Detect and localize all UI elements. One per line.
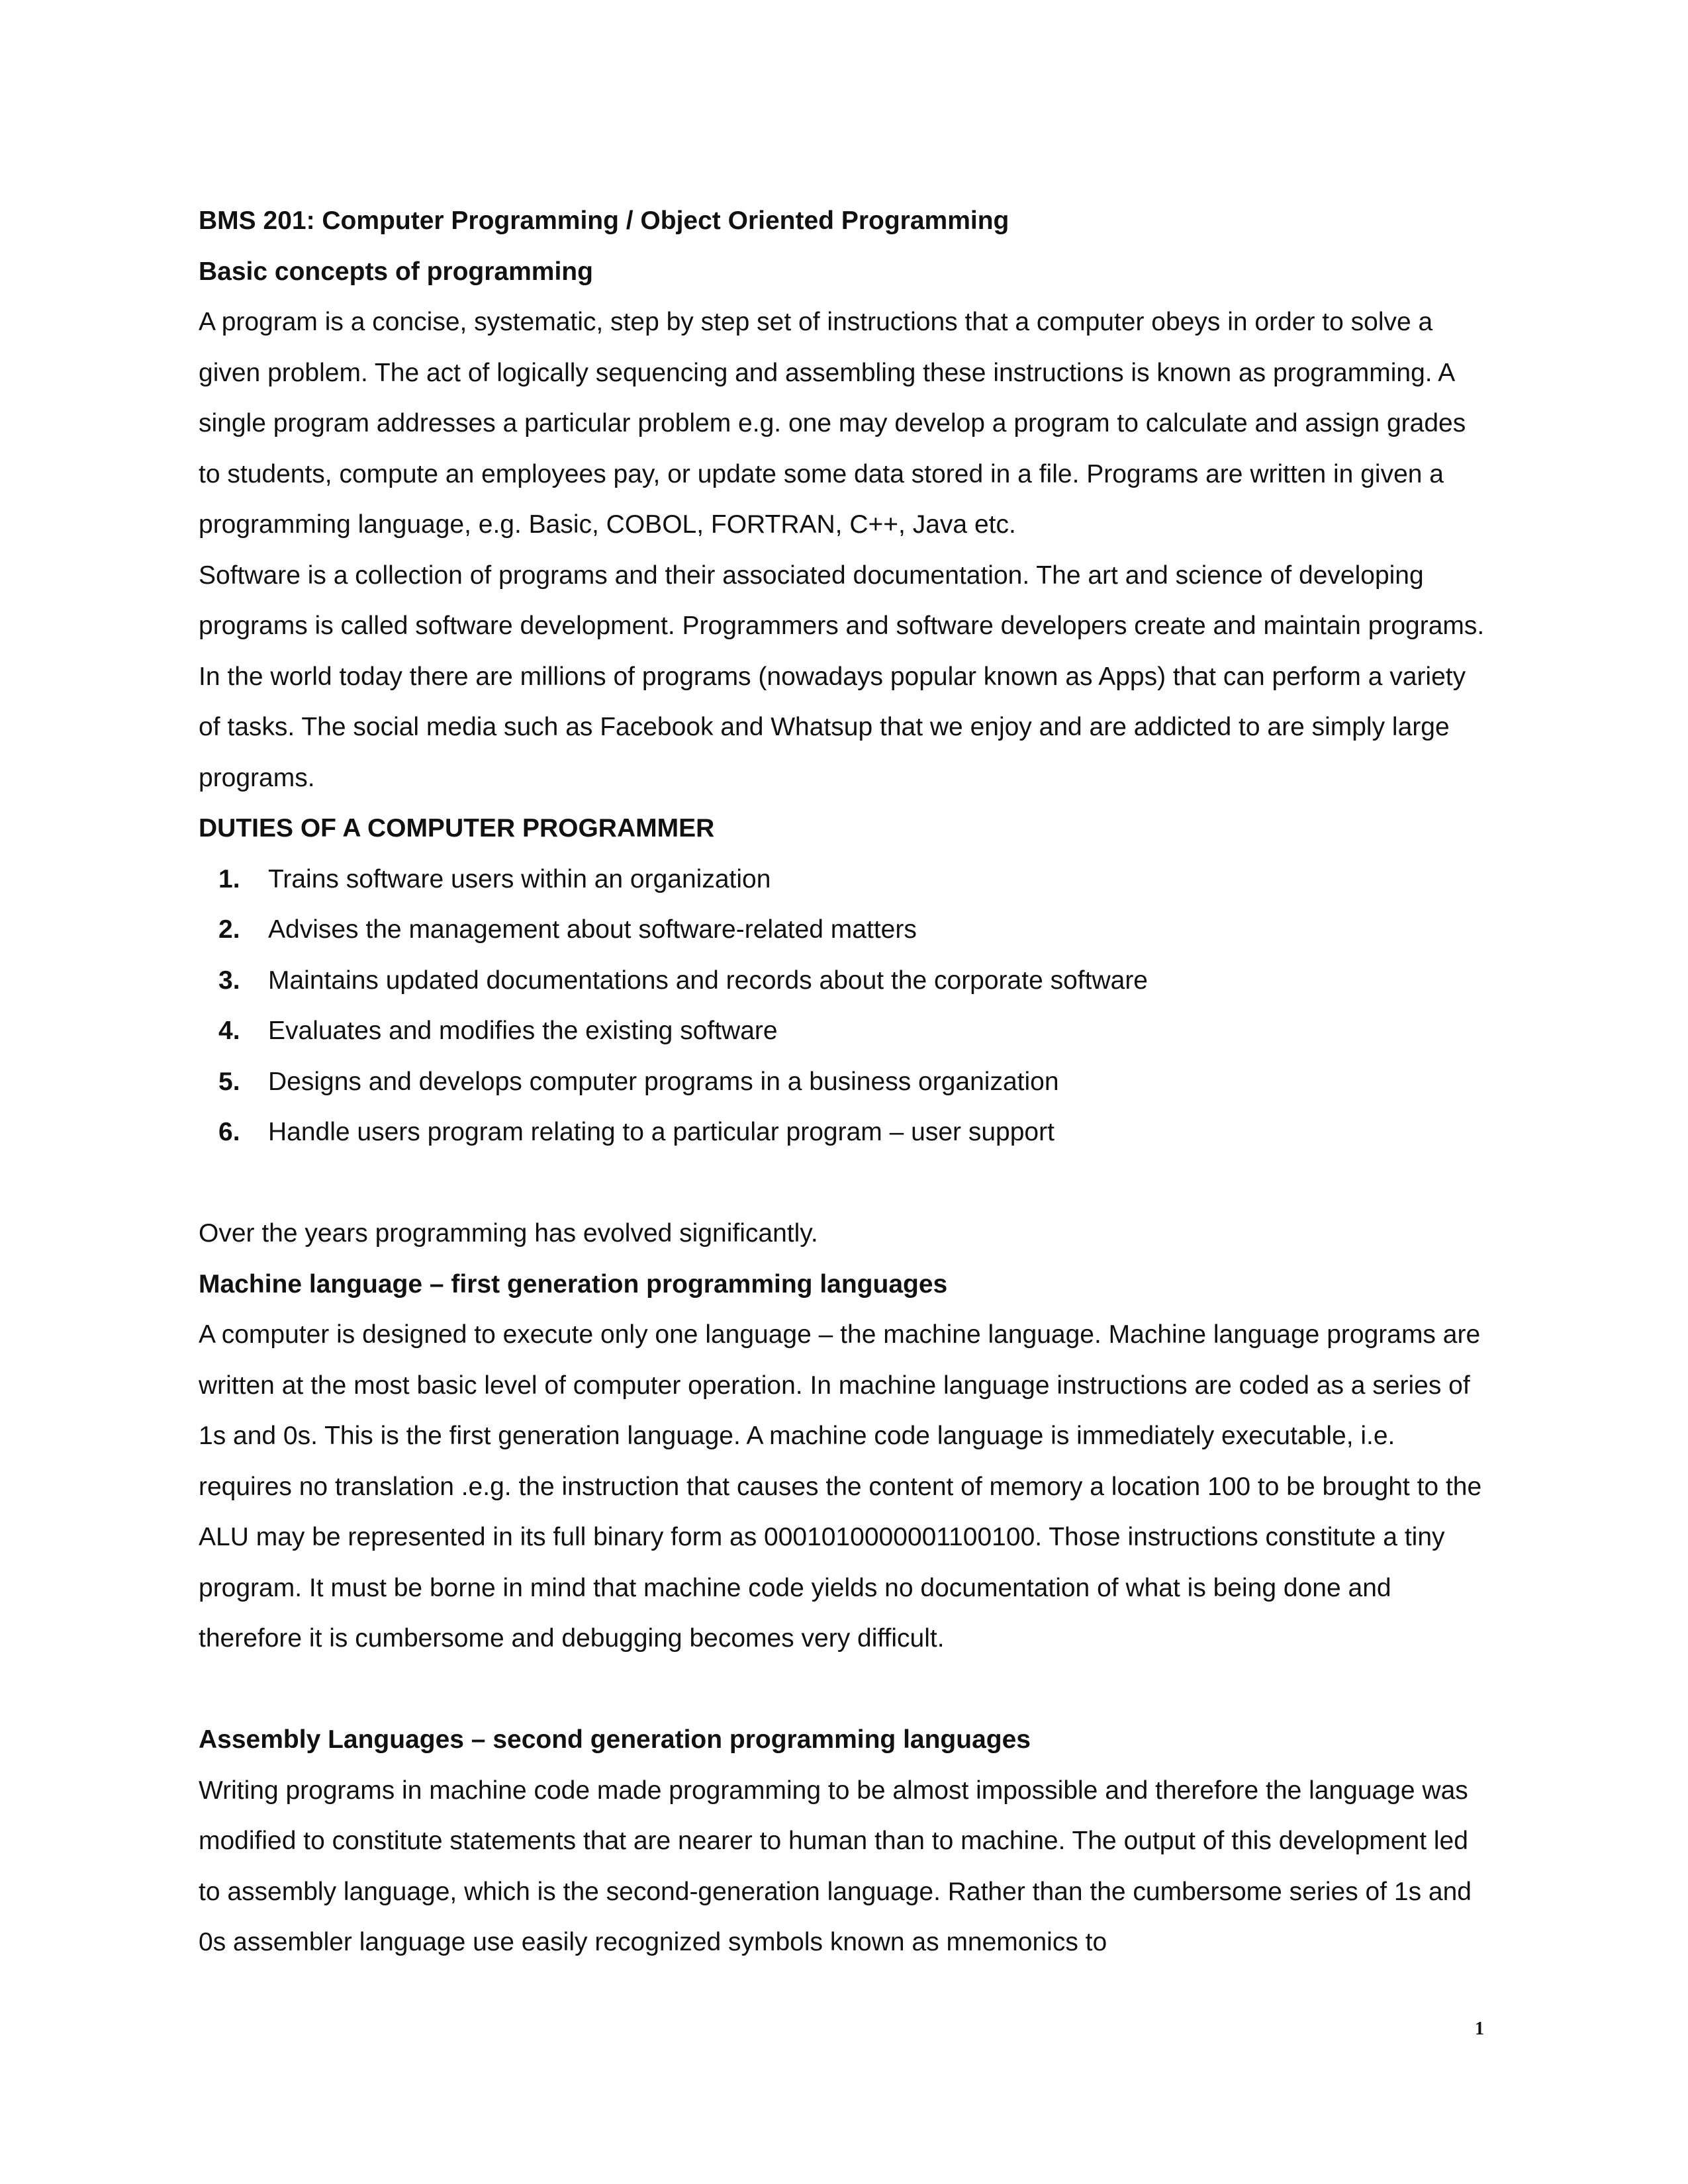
list-item-number: 6. — [218, 1118, 240, 1146]
list-item-number: 1. — [218, 864, 240, 893]
document-page — [199, 196, 1489, 1968]
section-heading-machine-language: Machine language – first generation programming languages — [199, 1269, 948, 1298]
list-item — [199, 1006, 1489, 1057]
paragraph-machine-language: A computer is designed to execute only one language – the machine language. Machine language programs are written at the most basic level of computer operation. In machine language instructions are coded as a series of 1s and 0s. This is the first generation language. A machine code language is immediately executable, i.e. requires no translation .e.g. the instruction that causes the content of memory a location 100 to be brought to the ALU may be represented in its full binary form as 0001010000001100100. Those instructions constitute a tiny program. It must be borne in mind that machine code yields no documentation of what is being done and therefore it is cumbersome and debugging becomes very difficult. — [199, 1320, 1482, 1653]
page-number: 1 — [1475, 2019, 1484, 2039]
section-heading-duties: DUTIES OF A COMPUTER PROGRAMMER — [199, 814, 715, 842]
blank-line — [199, 1158, 1489, 1209]
list-item-text: Maintains updated documentations and records about the corporate software — [268, 966, 1148, 995]
list-item-text: Handle users program relating to a particular program – user support — [268, 1118, 1055, 1146]
section-heading-assembly-language: Assembly Languages – second generation programming languages — [199, 1725, 1031, 1754]
list-item — [199, 905, 1489, 956]
list-item-text: Trains software users within an organization — [268, 864, 771, 893]
list-item — [199, 854, 1489, 905]
duties-list — [199, 854, 1489, 1158]
list-item — [199, 1057, 1489, 1108]
paragraph-assembly-language: Writing programs in machine code made programming to be almost impossible and therefore the language was modified to constitute statements that are nearer to human than to machine. The output of this development led to assembly language, which is the second-generation language. Rather than the cumbersome series of 1s and 0s assembler language use easily recognized symbols known as mnemonics to — [199, 1776, 1472, 1956]
list-item-number: 3. — [218, 966, 240, 995]
paragraph-program-definition: A program is a concise, systematic, step by step set of instructions that a computer obeys in order to solve a given problem. The act of logically sequencing and assembling these instructions is known as programming. A single program addresses a particular problem e.g. one may develop a program to calculate and assign grades to students, compute an employees pay, or update some data stored in a file. Programs are written in given a programming language, e.g. Basic, COBOL, FORTRAN, C++, Java etc. — [199, 308, 1466, 539]
list-item-text: Evaluates and modifies the existing software — [268, 1017, 778, 1045]
list-item-number: 5. — [218, 1067, 240, 1096]
paragraph-evolution-intro: Over the years programming has evolved significantly. — [199, 1219, 818, 1248]
section-heading-basic-concepts: Basic concepts of programming — [199, 257, 593, 286]
list-item-text: Designs and develops computer programs in a business organization — [268, 1067, 1059, 1096]
paragraph-software-definition: Software is a collection of programs and their associated documentation. The art and science of developing programs is called software development. Programmers and software developers create and maintain programs. In the world today there are millions of programs (nowadays popular known as Apps) that can perform a variety of tasks. The social media such as Facebook and Whatsup that we enjoy and are addicted to are simply large programs. — [199, 561, 1485, 792]
course-title: BMS 201: Computer Programming / Object Oriented Programming — [199, 206, 1009, 235]
list-item-number: 2. — [218, 915, 240, 944]
list-item — [199, 956, 1489, 1007]
list-item-number: 4. — [218, 1017, 240, 1045]
list-item — [199, 1107, 1489, 1158]
list-item-text: Advises the management about software-related matters — [268, 915, 917, 944]
blank-line — [199, 1664, 1489, 1715]
